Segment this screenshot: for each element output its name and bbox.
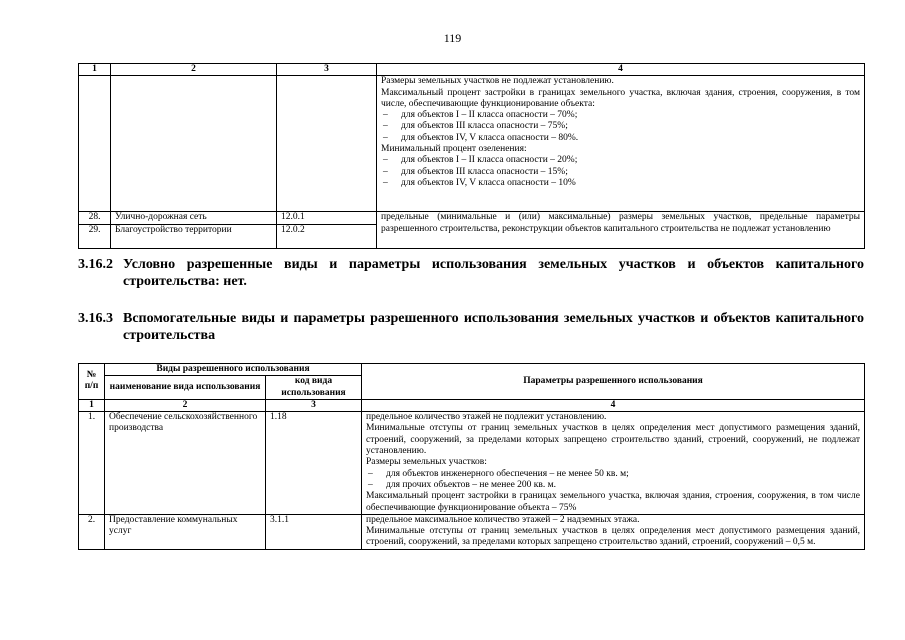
list-item: – для прочих объектов – не менее 200 кв. м. <box>366 480 860 491</box>
use-code: 3.1.1 <box>266 514 362 549</box>
header-code: код вида использования <box>266 376 362 400</box>
column-number-row <box>79 399 865 411</box>
text-line: Минимальные отступы от границ земельных участков в целях определения мест допустимого размещения зданий, строений, сооружений, за пределами которых запрещено строительство зданий, строений, сооружений – 0,5 м. <box>366 526 860 548</box>
params-cell: предельные (минимальные и (или) максимальные) размеры земельных участков, предельные параметры разрешенного строительства, реконструкции объектов капитального строительства не подлежат установлению <box>377 212 865 248</box>
use-code: 12.0.2 <box>277 224 377 248</box>
row-number: 2. <box>79 514 105 549</box>
text-line: Размеры земельных участков не подлежат установлению. <box>381 76 614 87</box>
land-use-table-continued <box>78 63 865 249</box>
section-heading <box>78 256 864 290</box>
header-no: № п/п <box>79 364 105 400</box>
table-row <box>79 212 865 224</box>
section-number: 3.16.2 <box>78 257 113 272</box>
table-row <box>79 76 865 212</box>
col-number: 3 <box>277 64 377 76</box>
params-cell <box>377 76 865 212</box>
col-number: 1 <box>79 64 111 76</box>
column-number-row <box>79 64 865 76</box>
use-code: 1.18 <box>266 412 362 515</box>
header-group: Виды разрешенного использования <box>105 364 362 376</box>
text-line: Минимальные отступы от границ земельных участков в целях определения мест допустимого размещения зданий, строений, сооружений, за пределами которых запрещено строительство зданий, строений, сооружений, не подлежат установлению. <box>366 423 860 457</box>
params-cell <box>362 412 865 515</box>
text-line: Размеры земельных участков: <box>366 457 487 468</box>
section-title: Условно разрешенные виды и параметры использования земельных участков и объектов капитального строительства: нет. <box>123 257 864 289</box>
col-number: 2 <box>105 399 266 411</box>
section-title: Вспомогательные виды и параметры разрешенного использования земельных участков и объектов капитального строительства <box>123 311 864 343</box>
table-row <box>79 412 865 515</box>
list-item: – для объектов IV, V класса опасности – 10% <box>381 178 860 189</box>
row-number: 28. <box>79 212 111 224</box>
use-name: Благоустройство территории <box>111 224 277 248</box>
col-number: 4 <box>362 399 865 411</box>
text-line: Максимальный процент застройки в границах земельного участка, включая здания, строения, сооружения, в том числе, обеспечивающие функционирование объекта: <box>381 87 860 109</box>
list-item: – для объектов III класса опасности – 75%; <box>381 121 860 132</box>
header-params: Параметры разрешенного использования <box>362 364 865 400</box>
col-number: 4 <box>377 64 865 76</box>
col-number: 1 <box>79 399 105 411</box>
text-line: Минимальный процент озеленения: <box>381 144 527 155</box>
use-name: Улично-дорожная сеть <box>111 212 277 224</box>
use-code: 12.0.1 <box>277 212 377 224</box>
params-cell <box>362 514 865 549</box>
table-row <box>79 514 865 549</box>
text-line: предельное количество этажей не подлежит установлению. <box>366 412 607 423</box>
row-number: 29. <box>79 224 111 248</box>
list-item: – для объектов I – II класса опасности – 70%; <box>381 110 860 121</box>
auxiliary-use-table <box>78 363 865 550</box>
use-name: Обеспечение сельскохозяйственного производства <box>105 412 266 515</box>
col-number: 2 <box>111 64 277 76</box>
section-number: 3.16.3 <box>78 311 113 326</box>
text-line: Максимальный процент застройки в границах земельного участка, включая здания, строения, сооружения, в том числе обеспечивающие функционирование объекта – 75% <box>366 491 860 513</box>
header-row <box>79 364 865 376</box>
text-line: предельное максимальное количество этажей – 2 надземных этажа. <box>366 514 640 525</box>
list-item: – для объектов III класса опасности – 15%; <box>381 167 860 178</box>
use-name: Предоставление коммунальных услуг <box>105 514 266 549</box>
list-item: – для объектов I – II класса опасности – 20%; <box>381 155 860 166</box>
header-name: наименование вида использования <box>105 376 266 400</box>
row-number: 1. <box>79 412 105 515</box>
page-number: 119 <box>443 31 462 45</box>
col-number: 3 <box>266 399 362 411</box>
list-item: – для объектов IV, V класса опасности – 80%. <box>381 133 860 144</box>
list-item: – для объектов инженерного обеспечения – не менее 50 кв. м; <box>366 469 860 480</box>
section-heading <box>78 310 864 344</box>
